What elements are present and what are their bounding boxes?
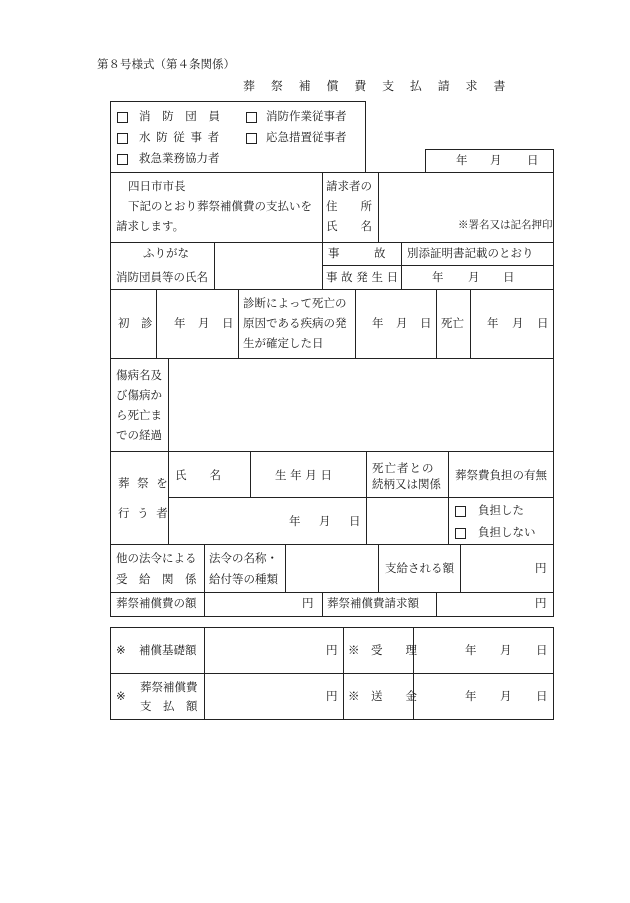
base-amount-yen: 円	[326, 643, 338, 657]
cause-date-label-1: 診断によって死亡の	[243, 296, 347, 310]
claimant-name-label: 氏 名	[326, 219, 372, 233]
payment-mark: ※	[116, 689, 126, 703]
payment-amount-yen: 円	[326, 689, 338, 703]
claim-amount-label: 葬祭補償費請求額	[327, 596, 419, 610]
compensation-amount-yen: 円	[302, 596, 314, 610]
payment-label-2: 支 払 額	[140, 699, 198, 713]
claim-amount-yen: 円	[535, 596, 547, 610]
base-amount-label: 補償基礎額	[139, 643, 197, 657]
remit-label: ※ 送 金	[348, 689, 417, 703]
law-name-label-1: 法令の名称・	[209, 551, 278, 565]
burden-yes-label: 負担した	[478, 503, 524, 517]
law-name-label-2: 給付等の種類	[209, 572, 278, 586]
burden-label: 葬祭費負担の有無	[455, 468, 547, 482]
base-mark: ※	[116, 643, 126, 657]
accident-value: 別添証明書記載のとおり	[407, 246, 534, 260]
request-text-line2: 請求します。	[116, 219, 185, 233]
other-law-label-2: 受 給 関 係	[116, 572, 197, 586]
illness-label-3: ら死亡ま	[116, 408, 162, 422]
option-label: 消 防 団 員	[139, 109, 224, 123]
illness-course-field[interactable]	[170, 360, 552, 449]
claimant-label: 請求者の	[326, 179, 372, 193]
member-name-label: 消防団員等の氏名	[116, 270, 208, 284]
law-name-field[interactable]	[287, 546, 376, 590]
compensation-amount-label: 葬祭補償費の額	[116, 596, 197, 610]
accident-label: 事 故	[328, 246, 386, 260]
request-text-line1: 下記のとおり葬祭補償費の支払いを	[128, 199, 312, 213]
funeral-label-2: 行 う 者	[118, 506, 170, 520]
addressee-mayor: 四日市市長	[128, 179, 186, 193]
paid-amount-label: 支給される額	[385, 561, 454, 575]
form-number: 第８号様式（第４条関係）	[97, 57, 235, 71]
option-label: 救急業務協力者	[139, 151, 220, 165]
death-label: 死亡	[441, 316, 464, 330]
cause-date-label-2: 原因である疾病の発	[243, 316, 347, 330]
claimant-address-label: 住 所	[326, 199, 372, 213]
relation-label-1: 死亡者との	[372, 461, 435, 475]
receipt-label: ※ 受 理	[348, 643, 417, 657]
furigana-label: ふりがな	[143, 246, 189, 260]
option-label: 水 防 従 事 者	[139, 130, 221, 144]
cause-date-label-3: 生が確定した日	[243, 336, 324, 350]
illness-label-4: での経過	[116, 428, 162, 442]
relation-label-2: 続柄又は関係	[372, 477, 441, 491]
burden-no-label: 負担しない	[478, 525, 536, 539]
paid-amount-yen: 円	[535, 561, 547, 575]
funeral-name-label: 氏 名	[175, 468, 221, 482]
payment-label-1: 葬祭補償費	[140, 680, 198, 694]
other-law-label-1: 他の法令による	[116, 551, 197, 565]
relation-field[interactable]	[368, 499, 446, 542]
seal-note: ※署名又は記名押印	[458, 219, 553, 231]
illness-label-1: 傷病名及	[116, 368, 162, 382]
funeral-name-field[interactable]	[170, 499, 248, 542]
option-label: 応急措置従事者	[266, 130, 347, 144]
funeral-birth-label: 生 年 月 日	[275, 468, 332, 482]
form-title: 葬 祭 補 償 費 支 払 請 求 書	[243, 79, 512, 93]
illness-label-2: び傷病か	[116, 388, 162, 402]
claimant-address-field[interactable]	[380, 174, 552, 204]
option-label: 消防作業従事者	[266, 109, 347, 123]
member-name-field[interactable]	[216, 244, 320, 287]
first-diagnosis-label: 初 診	[118, 316, 153, 330]
funeral-label-1: 葬 祭 を	[118, 476, 170, 490]
accident-date-label: 事 故 発 生 日	[326, 270, 399, 284]
